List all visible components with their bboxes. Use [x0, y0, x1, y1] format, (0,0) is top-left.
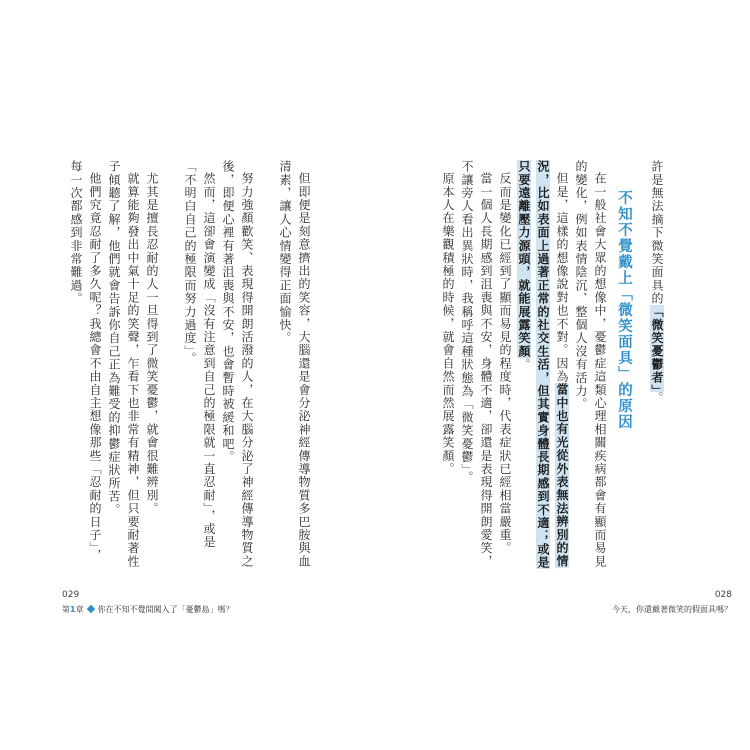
running-footer	[62, 604, 234, 615]
paragraph: 尤其是擅長忍耐的人一旦得到了微笑憂鬱，就會很難辨別。	[145, 172, 159, 516]
diamond-icon	[86, 605, 94, 613]
right-page	[375, 0, 750, 750]
paragraph-space	[161, 160, 180, 575]
paragraph: 在一般社會大眾的想像中，憂鬱症這類心理相關疾病都會有顯而易見的變化，例如表情陰沉、整個人沒有活力。	[574, 160, 607, 568]
page-number: 028	[714, 590, 732, 600]
paragraph: 反而是變化已經到了顯而易見的程度時，代表症狀已經相當嚴重。	[498, 172, 512, 555]
chapter-prefix: 第	[62, 605, 70, 614]
chapter-suffix: 章	[75, 605, 84, 614]
highlight-smile-depressed: 「微笑憂鬱者」	[650, 305, 664, 392]
opening-line: 許是無法摘下微笑面具的「微笑憂鬱者」。	[650, 160, 664, 405]
paragraph: 當一個人長期感到沮喪與不安，身體不適，卻還是表現得開朗愛笑，不讓旁人看出異狀時，我稱呼這種狀態為「微笑憂鬱」。	[460, 160, 493, 568]
paragraph: 他們究竟忍耐了多久呢？我總會不由自主想像那些「忍耐的日子」，每一次都感到非常難過。	[69, 160, 102, 562]
chapter-number: 1	[70, 605, 76, 614]
paragraph: 然而，這卻會演變成「沒有注意到自己的極限就一直忍耐」，或是「不明白自己的極限而努力過度」。	[183, 160, 216, 549]
left-page-body	[69, 160, 313, 575]
chapter-title: 你在不知不覺間闖入了「憂鬱島」嗎？	[97, 605, 234, 614]
paragraph: 但即便是刻意擠出的笑容，大腦還是會分泌神經傳導物質多巴胺與血清素，讓人心情變得正面愉快。	[278, 160, 311, 568]
paragraph-highlighted: 但是，這樣的想像說對也不對。因為當中也有光從外表無法辨別的情況，比如表面上過著正常的社交生活，但其實身體長期感到不適；或是只要遠離壓力源頭，就能展露笑顏。	[517, 160, 569, 570]
paragraph: 努力強顏歡笑、表現得開朗活潑的人，在大腦分泌了神經傳導物質之後，即便心裡有著沮喪與不安，也會暫時被緩和吧。	[221, 160, 254, 568]
paragraph: 就算能夠發出中氣十足的笑聲，乍看下也非常有精神，但只要耐著性子傾聽了解，他們就會告訴你自己正為難受的抑鬱症狀所苦。	[107, 160, 140, 568]
paragraph: 原本人在樂觀積極的時候，就會自然而然展露笑顏。	[441, 172, 455, 476]
section-heading: 不知不覺戴上「微笑面具」的原因	[616, 190, 632, 430]
paragraph-space	[256, 160, 275, 575]
running-footer: 今天，你還戴著微笑的假面具嗎？	[612, 605, 732, 614]
page-number: 029	[62, 590, 80, 600]
highlight-text: 當中也有光從外表無法辨別的情況，比如表面上過著正常的社交生活，但其實身體長期感到不適；或是只要遠離壓力源頭，就能展露笑顏	[517, 160, 569, 570]
